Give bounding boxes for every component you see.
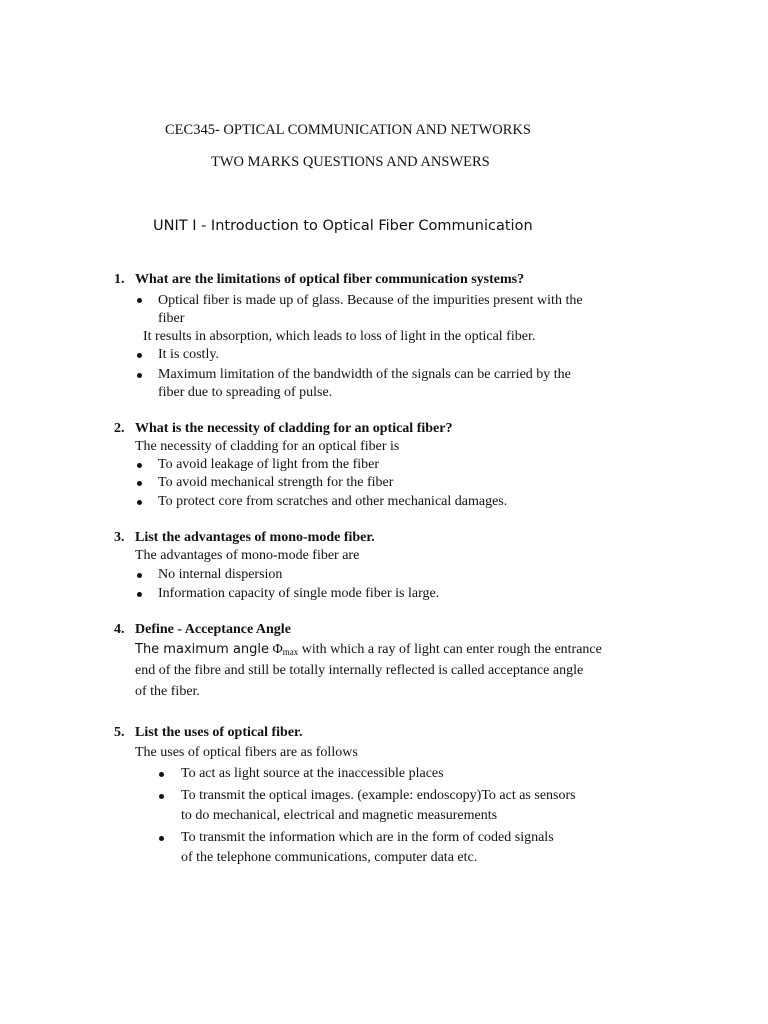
answer-line: It is costly. (158, 347, 219, 362)
answer-line: to do mechanical, electrical and magnetic measurements (181, 808, 498, 823)
question-heading: What is the necessity of cladding for an optical fiber? (135, 421, 453, 436)
answer-line: Maximum limitation of the bandwidth of the signals can be carried by the (158, 367, 571, 382)
answer-bullet: To protect core from scratches and other mechanical damages. (158, 494, 508, 509)
answer-line: To transmit the information which are in the form of coded signals (181, 830, 554, 845)
bullet-icon (137, 573, 142, 578)
answer-intro: The necessity of cladding for an optical fiber is (135, 439, 400, 454)
document-subtitle: TWO MARKS QUESTIONS AND ANSWERS (211, 154, 490, 170)
bullet-icon (137, 353, 142, 358)
answer-line: Optical fiber is made up of glass. Because of the impurities present with the (158, 293, 583, 308)
question-heading: What are the limitations of optical fiber communication systems? (135, 272, 525, 287)
answer-line: It results in absorption, which leads to loss of light in the optical fiber. (143, 329, 536, 344)
bullet-icon (137, 298, 142, 303)
question-number: 2. (114, 421, 125, 436)
question-number: 4. (114, 622, 125, 637)
bullet-icon (137, 592, 142, 597)
max-subscript: max (282, 647, 299, 657)
bullet-icon (159, 794, 164, 799)
bullet-icon (137, 481, 142, 486)
bullet-icon (137, 373, 142, 378)
answer-intro: The advantages of mono-mode fiber are (135, 548, 360, 563)
question-number: 1. (114, 272, 125, 287)
answer-line (135, 641, 602, 661)
answer-bullet: Information capacity of single mode fiber is large. (158, 586, 440, 601)
answer-line: of the telephone communications, computer data etc. (181, 850, 478, 865)
answer-bullet: To avoid leakage of light from the fiber (158, 457, 379, 472)
answer-text: The maximum angle (135, 642, 270, 657)
question-number: 3. (114, 530, 125, 545)
bullet-icon (159, 836, 164, 841)
question-heading: Define - Acceptance Angle (135, 622, 291, 637)
question-heading: List the uses of optical fiber. (135, 725, 303, 740)
bullet-icon (159, 772, 164, 777)
answer-line: To transmit the optical images. (example: endoscopy)To act as sensors (181, 788, 576, 803)
answer-line: of the fiber. (135, 684, 200, 699)
bullet-icon (137, 500, 142, 505)
answer-line: fiber (158, 311, 185, 326)
answer-intro: The uses of optical fibers are as follows (135, 745, 358, 760)
unit-title: UNIT I - Introduction to Optical Fiber Communication (153, 218, 533, 234)
bullet-icon (137, 463, 142, 468)
answer-line: end of the fibre and still be totally internally reflected is called acceptance angle (135, 663, 584, 678)
question-number: 5. (114, 725, 125, 740)
answer-line: fiber due to spreading of pulse. (158, 385, 333, 400)
phi-symbol: Φ (272, 642, 283, 657)
answer-text: with which a ray of light can enter rough the entrance (301, 642, 602, 657)
answer-line: To act as light source at the inaccessible places (181, 766, 444, 781)
answer-bullet: No internal dispersion (158, 567, 283, 582)
question-heading: List the advantages of mono-mode fiber. (135, 530, 375, 545)
course-title: CEC345- OPTICAL COMMUNICATION AND NETWORKS (165, 122, 531, 138)
answer-bullet: To avoid mechanical strength for the fiber (158, 475, 394, 490)
